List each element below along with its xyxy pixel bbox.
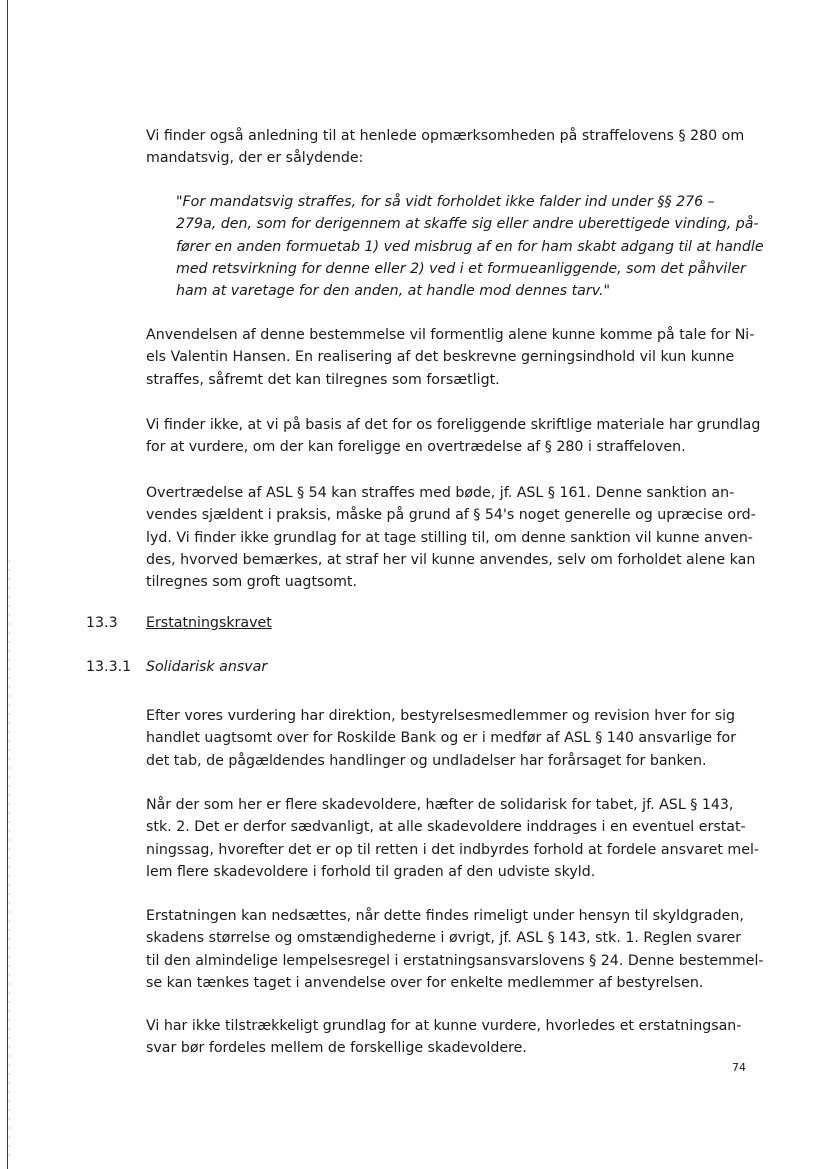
text-line: Overtrædelse af ASL § 54 kan straffes med bøde, jf. ASL § 161. Denne sanktion an- <box>146 485 735 501</box>
text-line: des, hvorved bemærkes, at straf her vil kunne anvendes, selv om forholdet alene kan <box>146 551 756 568</box>
text-line: skadens størrelse og omstændighederne i øvrigt, jf. ASL § 143, stk. 1. Reglen svarer <box>146 930 742 947</box>
text-line: svar bør fordeles mellem de forskellige skadevoldere. <box>146 1040 527 1057</box>
text-line: lem flere skadevoldere i forhold til graden af den udviste skyld. <box>146 863 596 880</box>
paragraph-intro-280 <box>146 125 746 170</box>
quote-line: ham at varetage for den anden, at handle mod dennes tarv." <box>176 283 610 300</box>
paragraph-vi-finder-ikke <box>146 414 761 459</box>
scan-edge-line <box>7 0 8 1169</box>
text-line: straffes, såfremt det kan tilregnes som forsætligt. <box>146 371 500 388</box>
text-line: tilregnes som groft uagtsomt. <box>146 574 357 591</box>
paragraph-efter-vores-vurdering <box>146 705 746 772</box>
quote-straffelov-280 <box>176 191 764 302</box>
text-line: Når der som her er flere skadevoldere, hæfter de solidarisk for tabet, jf. ASL § 143, <box>146 797 734 813</box>
quote-line: 279a, den, som for derigennem at skaffe sig eller andre uberettigede vinding, på- <box>176 216 759 233</box>
scan-edge-dots <box>9 560 10 1160</box>
text-line: Vi finder ikke, at vi på basis af det for os foreliggende skriftlige materiale har grundlag <box>146 417 761 433</box>
paragraph-overtraedelse <box>146 482 756 593</box>
paragraph-erstatningen-nedsaettes <box>146 905 764 994</box>
section-title: Erstatningskravet <box>146 615 272 631</box>
subsection-number: 13.3.1 <box>86 659 132 675</box>
text-line: for at vurdere, om der kan foreligge en overtrædelse af § 280 i straffeloven. <box>146 439 686 456</box>
paragraph-anvendelsen <box>146 324 755 391</box>
quote-line: "For mandatsvig straffes, for så vidt forholdet ikke falder ind under §§ 276 – <box>176 194 715 210</box>
text-line: vendes sjældent i praksis, måske på grund af § 54's noget generelle og upræcise ord- <box>146 507 756 524</box>
text-line: Anvendelsen af denne bestemmelse vil formentlig alene kunne komme på tale for Ni- <box>146 327 755 343</box>
quote-line: fører en anden formuetab 1) ved misbrug af en for ham skabt adgang til at handle <box>176 238 764 255</box>
paragraph-flere-skadevoldere <box>146 794 760 883</box>
text-line: Efter vores vurdering har direktion, bestyrelsesmedlemmer og revision hver for sig <box>146 708 736 724</box>
text-line: til den almindelige lempelsesregel i erstatningsansvarslovens § 24. Denne bestemmel- <box>146 952 764 969</box>
subsection-title: Solidarisk ansvar <box>146 659 268 675</box>
text-line: handlet uagtsomt over for Roskilde Bank og er i medfør af ASL § 140 ansvarlige for <box>146 730 737 747</box>
text-line: stk. 2. Det er derfor sædvanligt, at alle skadevoldere inddrages i en eventuel erstat- <box>146 819 746 836</box>
text-line: Erstatningen kan nedsættes, når dette findes rimeligt under hensyn til skyldgraden, <box>146 908 744 924</box>
text-line: lyd. Vi finder ikke grundlag for at tage stilling til, om denne sanktion vil kunne anven- <box>146 529 753 546</box>
text-line: Vi har ikke tilstrækkeligt grundlag for at kunne vurdere, hvorledes et erstatningsan- <box>146 1018 742 1034</box>
text-line: det tab, de pågældendes handlinger og undladelser har forårsaget for banken. <box>146 752 707 769</box>
page-number: 74 <box>732 1061 746 1074</box>
text-line: mandatsvig, der er sålydende: <box>146 150 364 167</box>
text-line: se kan tænkes taget i anvendelse over for enkelte medlemmer af bestyrelsen. <box>146 974 704 991</box>
text-line: Vi finder også anledning til at henlede opmærksomheden på straffelovens § 280 om <box>146 128 745 144</box>
section-number: 13.3 <box>86 615 118 631</box>
paragraph-tilstraekkeligt-grundlag <box>146 1015 746 1060</box>
text-line: els Valentin Hansen. En realisering af det beskrevne gerningsindhold vil kun kunne <box>146 349 735 366</box>
text-line: ningssag, hvorefter det er op til retten i det indbyrdes forhold at fordele ansvaret mel- <box>146 841 760 858</box>
quote-line: med retsvirkning for denne eller 2) ved i et formueanliggende, som det påhviler <box>176 260 746 277</box>
